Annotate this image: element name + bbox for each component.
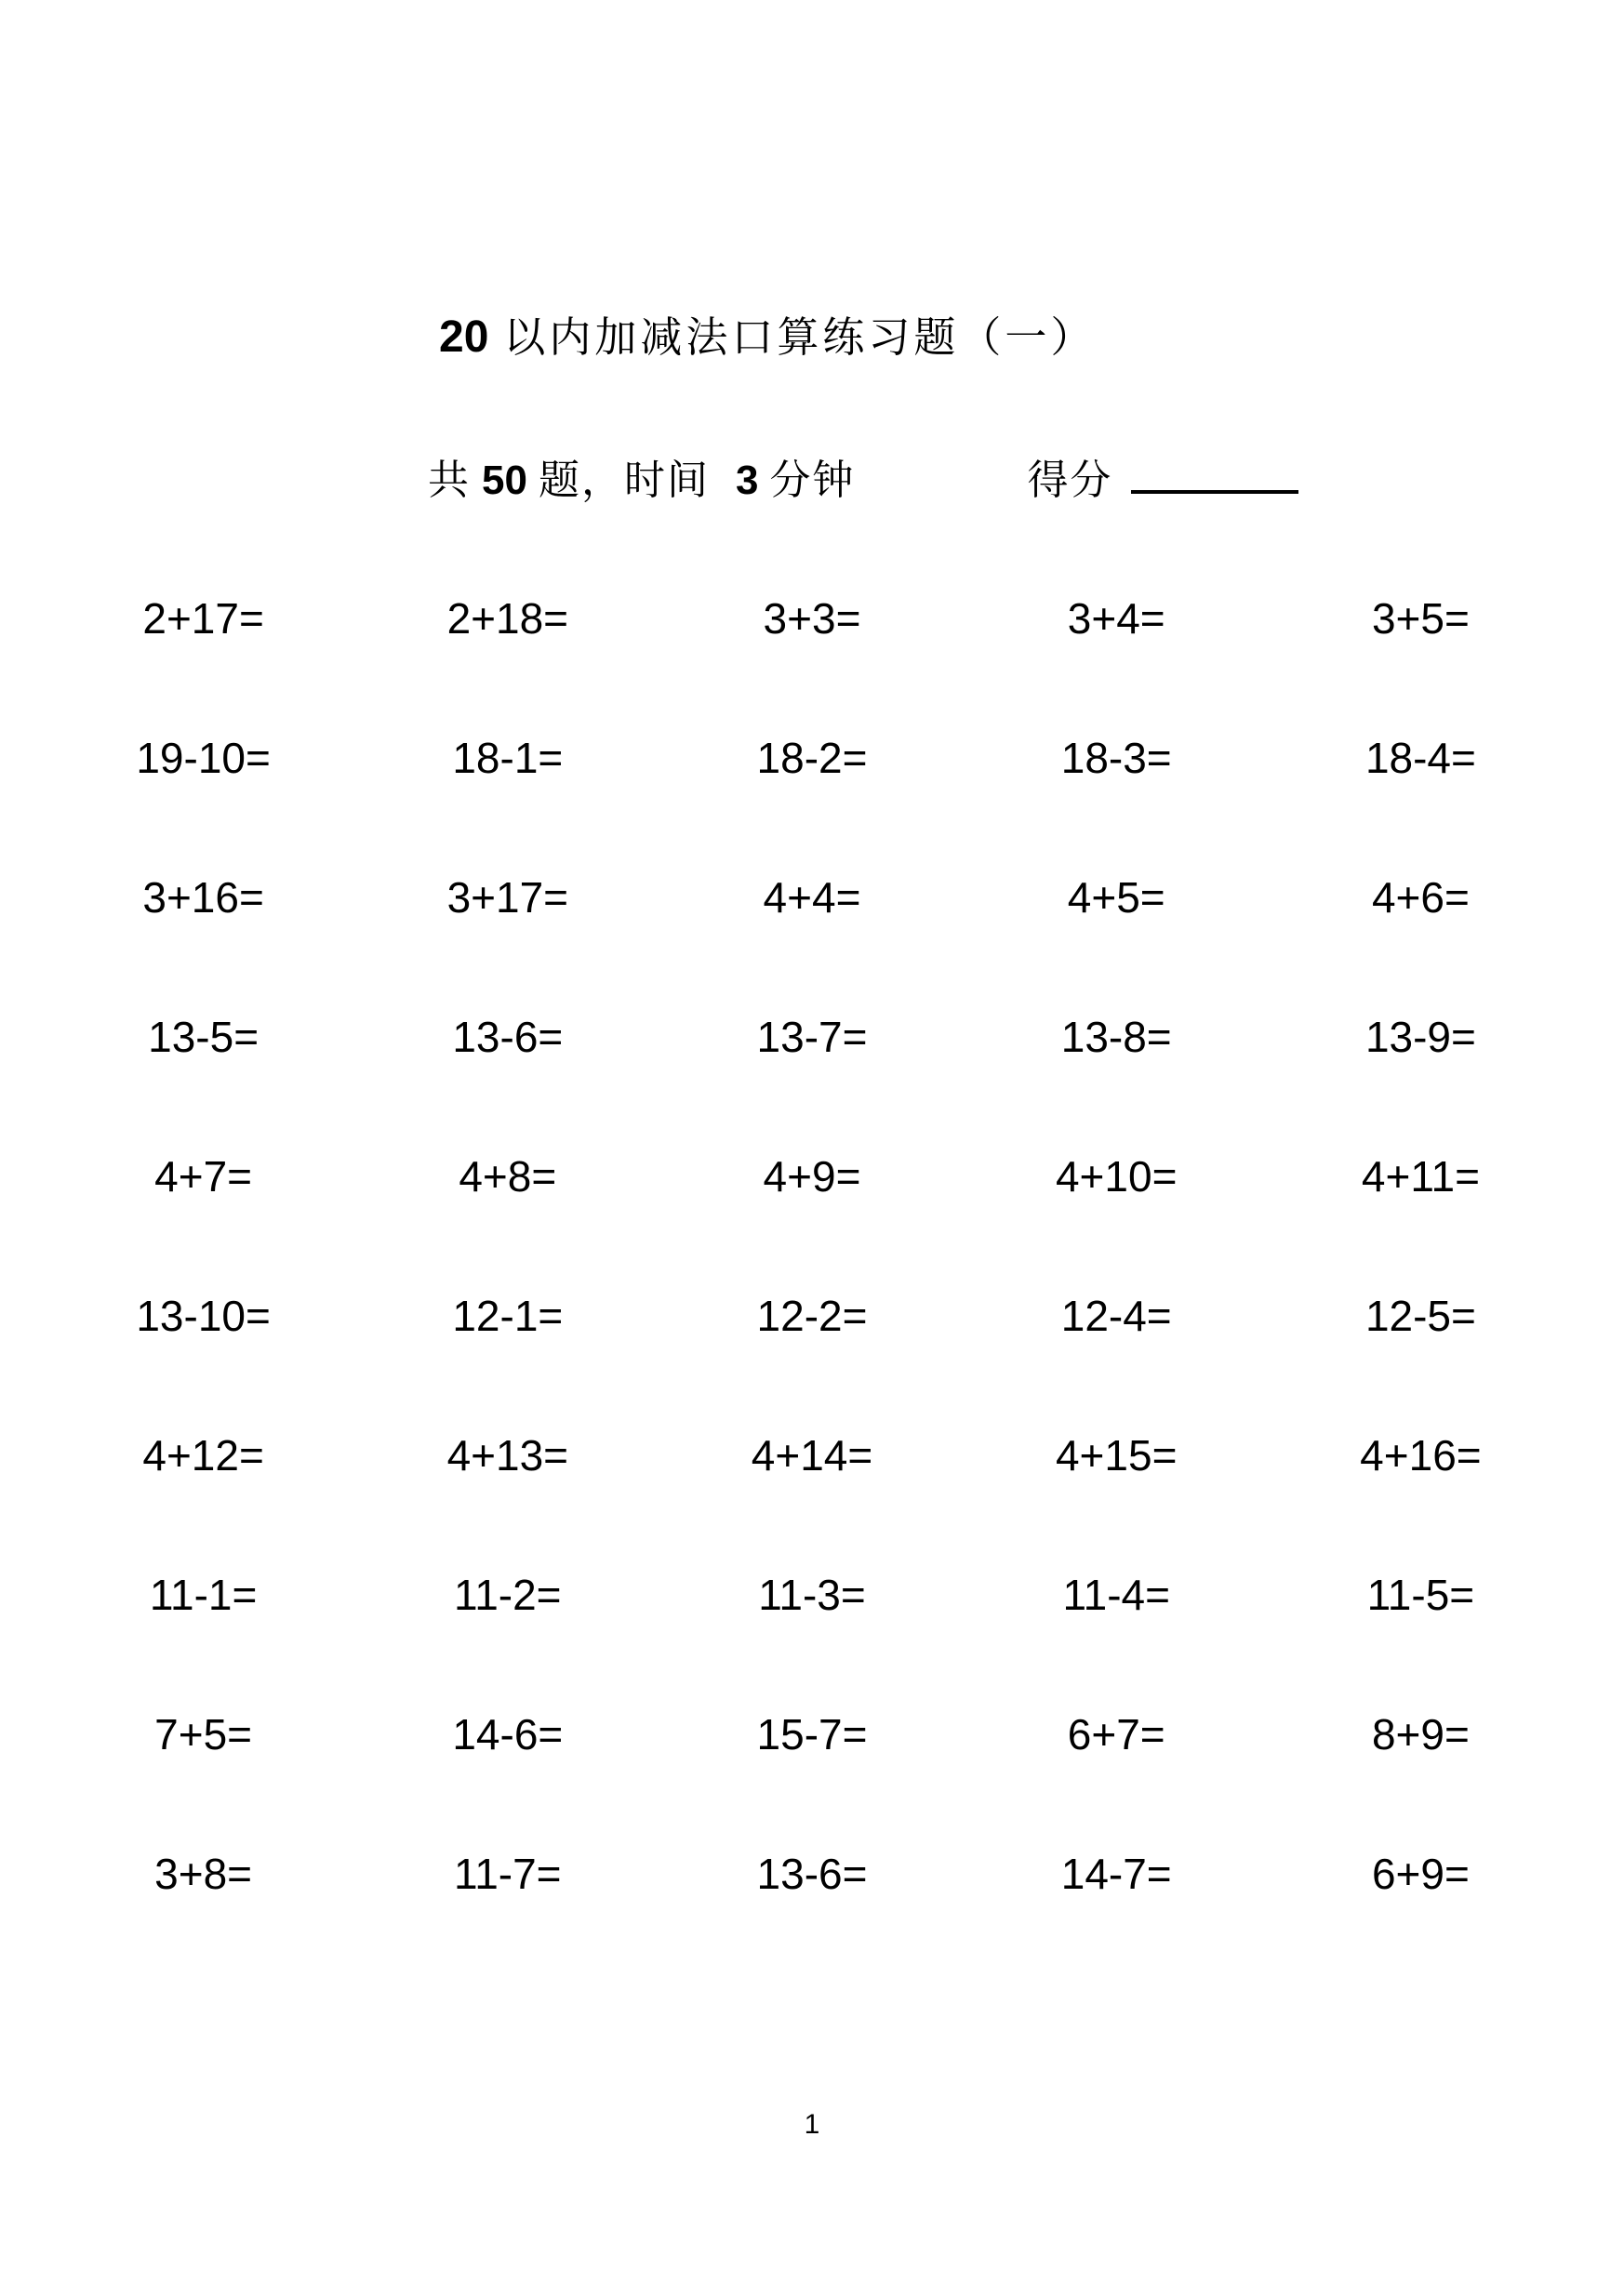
- problem-cell: 12-5=: [1364, 1292, 1476, 1340]
- problem-cell: 13-8=: [1060, 1013, 1172, 1061]
- problem-cell: 4+9=: [763, 1152, 861, 1201]
- problem-cell: 4+16=: [1360, 1431, 1482, 1480]
- problem-cell: 11-2=: [454, 1571, 562, 1619]
- after-count-label: 题，时间: [538, 458, 710, 503]
- score-blank-line: [1131, 449, 1298, 494]
- problem-row: [51, 1246, 1573, 1386]
- problem-cell: 7+5=: [154, 1710, 253, 1758]
- problem-row: [51, 1804, 1573, 1944]
- problem-cell: 4+14=: [751, 1431, 873, 1480]
- problem-cell: 13-10=: [136, 1292, 271, 1340]
- score-label: 得分: [1027, 458, 1113, 503]
- problem-cell: 11-7=: [454, 1850, 562, 1898]
- problem-row: [51, 1525, 1573, 1665]
- problem-cell: 19-10=: [136, 734, 271, 782]
- problem-row: [51, 1665, 1573, 1804]
- problem-cell: 2+17=: [142, 594, 264, 643]
- problem-row: [51, 828, 1573, 967]
- problem-row: [51, 1386, 1573, 1525]
- page-number: 1: [804, 2109, 820, 2140]
- problem-cell: 11-3=: [758, 1571, 866, 1619]
- problem-cell: 8+9=: [1371, 1710, 1470, 1758]
- problem-cell: 12-4=: [1060, 1292, 1172, 1340]
- problem-cell: 13-9=: [1364, 1013, 1476, 1061]
- problem-cell: 4+6=: [1371, 873, 1470, 922]
- problem-cell: 18-1=: [452, 734, 564, 782]
- problem-row: [51, 967, 1573, 1107]
- problem-cell: 6+7=: [1067, 1710, 1165, 1758]
- problem-row: [51, 688, 1573, 828]
- problem-cell: 4+11=: [1361, 1152, 1480, 1201]
- problem-row: [51, 1107, 1573, 1246]
- problem-cell: 3+16=: [142, 873, 264, 922]
- title-number: 20: [439, 312, 489, 362]
- problem-cell: 18-3=: [1060, 734, 1172, 782]
- problem-cell: 13-6=: [452, 1013, 564, 1061]
- problem-cell: 3+17=: [446, 873, 569, 922]
- problem-cell: 4+13=: [446, 1431, 569, 1480]
- problem-cell: 13-6=: [756, 1850, 868, 1898]
- problem-cell: 13-7=: [756, 1013, 868, 1061]
- problem-cell: 2+18=: [446, 594, 569, 643]
- problem-cell: 3+3=: [763, 594, 861, 643]
- instructions-line: [428, 446, 1298, 506]
- total-count: 50: [482, 458, 527, 503]
- problem-cell: 3+8=: [154, 1850, 253, 1898]
- problem-cell: 11-4=: [1062, 1571, 1170, 1619]
- problem-cell: 13-5=: [148, 1013, 260, 1061]
- problem-cell: 18-4=: [1364, 734, 1476, 782]
- problem-cell: 11-1=: [149, 1571, 258, 1619]
- problem-row: [51, 549, 1573, 688]
- problem-cell: 3+5=: [1371, 594, 1470, 643]
- problem-cell: 11-5=: [1366, 1571, 1475, 1619]
- problem-cell: 14-6=: [452, 1710, 564, 1758]
- problem-cell: 15-7=: [756, 1710, 868, 1758]
- problems-grid: [51, 549, 1573, 1944]
- problem-cell: 4+8=: [459, 1152, 557, 1201]
- problem-cell: 18-2=: [756, 734, 868, 782]
- total-label: 共: [428, 458, 471, 503]
- problem-cell: 12-2=: [756, 1292, 868, 1340]
- time-unit-label: 分钟: [769, 458, 856, 503]
- problem-cell: 4+7=: [154, 1152, 253, 1201]
- problem-cell: 3+4=: [1067, 594, 1165, 643]
- problem-cell: 4+5=: [1067, 873, 1165, 922]
- time-value: 3: [735, 458, 759, 503]
- problem-cell: 4+10=: [1055, 1152, 1178, 1201]
- title-text: 以内加减法口算练习题（一）: [503, 314, 1097, 361]
- problem-cell: 6+9=: [1371, 1850, 1470, 1898]
- problem-cell: 14-7=: [1060, 1850, 1172, 1898]
- problem-cell: 12-1=: [452, 1292, 564, 1340]
- problem-cell: 4+15=: [1055, 1431, 1178, 1480]
- page-title: [439, 303, 1096, 364]
- problem-cell: 4+12=: [142, 1431, 264, 1480]
- problem-cell: 4+4=: [763, 873, 861, 922]
